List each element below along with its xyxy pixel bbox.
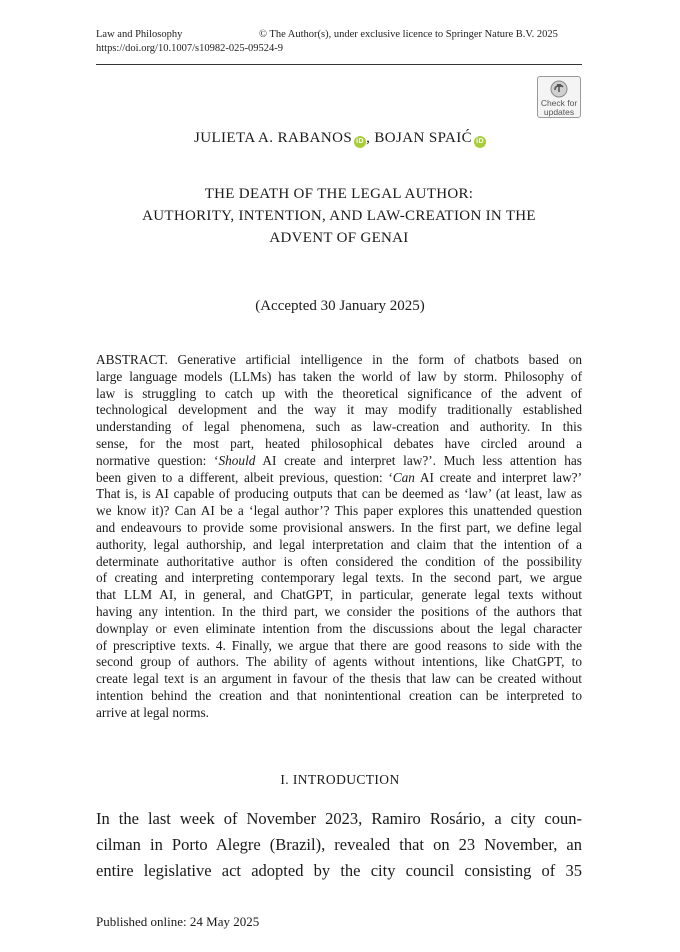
abstract-line: sense, for the most part, heated philosophical debates have circled around a xyxy=(96,435,582,451)
abstract-line: downplay or even eliminate intention from the discussions about the legal character xyxy=(96,620,582,636)
check-for-updates-badge[interactable] xyxy=(537,76,581,118)
section-heading: I. INTRODUCTION xyxy=(280,772,400,787)
abstract-line: having any intention. In the third part, we consider the positions of the authors that xyxy=(96,603,582,619)
abstract-line: been given to a different, albeit previous, question: ‘Can AI create and interpret law?’ xyxy=(96,469,582,485)
abstract-line: arrive at legal norms. xyxy=(96,704,209,720)
intro-line: cilman in Porto Alegre (Brazil), revealed that on 23 November, an xyxy=(96,835,582,854)
intro-line: entire legislative act adopted by the city council consisting of 35 xyxy=(96,861,582,880)
author-list xyxy=(0,130,680,148)
intro-paragraph xyxy=(96,806,582,884)
copyright-notice: © The Author(s), under exclusive licence to Springer Nature B.V. 2025 xyxy=(259,29,558,40)
abstract-line: create legal text is an argument in favour of the thesis that law can be created without xyxy=(96,671,582,687)
abstract-line: technological development and the way it may modify traditionally established xyxy=(96,402,582,418)
orcid-icon[interactable]: iD xyxy=(474,136,486,148)
abstract-line: law is struggling to catch up with the theoretical significance of the advent of xyxy=(96,385,582,401)
title-line: AUTHORITY, INTENTION, AND LAW-CREATION IN THE xyxy=(142,208,536,224)
intro-line: In the last week of November 2023, Ramiro Rosário, a city coun- xyxy=(96,809,582,828)
doi-link[interactable]: https://doi.org/10.1007/s10982-025-09524-9 xyxy=(96,43,284,54)
abstract-line: of prescriptive texts. 4. Finally, we argue that there are good reasons to side with the xyxy=(96,637,582,653)
check-for-updates-icon xyxy=(550,80,568,98)
abstract-line: we know it)? Can AI be a ‘legal author’? This paper explores this unattended question xyxy=(96,503,582,519)
orcid-icon[interactable]: iD xyxy=(354,136,366,148)
abstract xyxy=(96,352,582,722)
title-line: ADVENT OF GENAI xyxy=(269,230,409,246)
abstract-line: large language models (LLMs) has taken the world of law by storm. Philosophy of xyxy=(96,368,582,384)
journal-name: Law and Philosophy xyxy=(96,29,183,40)
abstract-line: of creating and interpreting contemporary legal texts. In the second part, we argue xyxy=(96,570,582,586)
abstract-line: second group of authors. The ability of agents without intentions, like ChatGPT, to xyxy=(96,654,582,670)
abstract-line: normative question: ‘Should AI create and interpret law?’. Much less attention has xyxy=(96,452,582,468)
paper-title xyxy=(96,183,582,249)
published-online: Published online: 24 May 2025 xyxy=(96,914,260,929)
check-for-updates-label: Check for updates xyxy=(540,98,578,117)
author-name: BOJAN SPAIĆ xyxy=(374,130,473,146)
abstract-line: That is, is AI capable of producing outputs that can be deemed as ‘law’ (at least, law as xyxy=(96,486,582,502)
accepted-date: (Accepted 30 January 2025) xyxy=(255,298,425,314)
author-name: JULIETA A. RABANOS xyxy=(193,130,353,146)
abstract-line: intention behind the creation and that nonintentional creation can be interpreted to xyxy=(96,687,582,703)
header-rule xyxy=(96,64,582,65)
abstract-line: determinate authoritative author is often considered the condition of the possibility xyxy=(96,553,582,569)
abstract-line: that LLM AI, in general, and ChatGPT, in particular, generate legal texts without xyxy=(96,587,582,603)
abstract-line: and endeavours to provide some provisional answers. In the first part, we define legal xyxy=(96,519,582,535)
abstract-line: understanding of legal phenomena, such as law-creation and authority. In this xyxy=(96,419,582,435)
abstract-line: authority, legal authorship, and legal interpretation and claim that the intention of a xyxy=(96,536,582,552)
title-line: THE DEATH OF THE LEGAL AUTHOR: xyxy=(204,186,474,202)
author-separator: , xyxy=(366,130,375,146)
abstract-line: ABSTRACT. Generative artificial intelligence in the form of chatbots based on xyxy=(96,352,582,367)
